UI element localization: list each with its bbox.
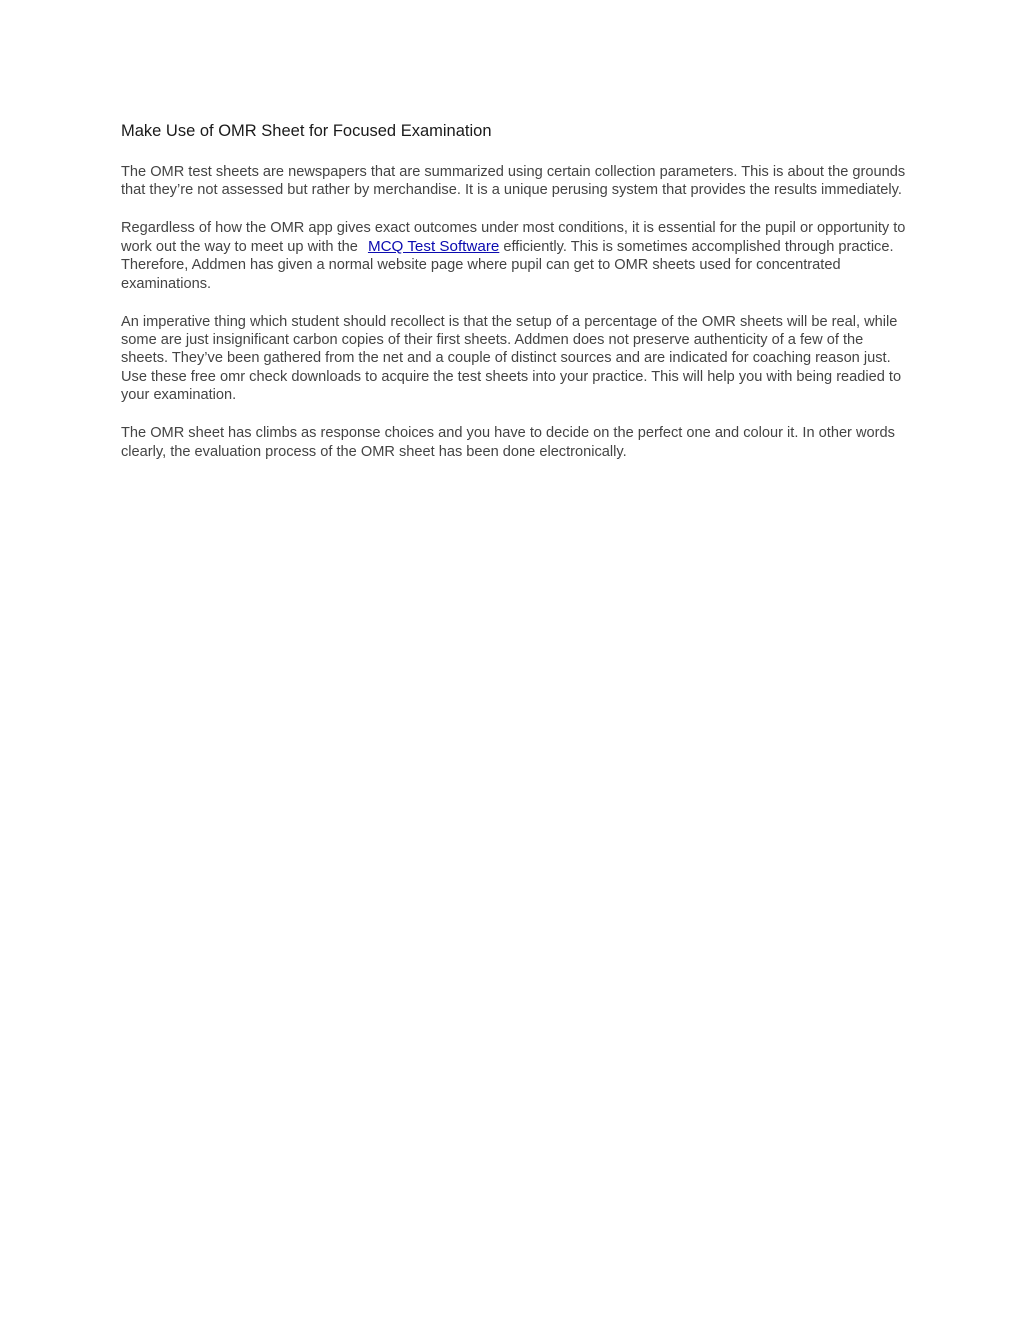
mcq-test-software-link[interactable]: MCQ Test Software: [367, 237, 500, 255]
paragraph-3: An imperative thing which student should recollect is that the setup of a percentage of the OMR sheets will be real, while some are just insignificant carbon copies of their first sheets. Addmen does not preserve authenticity of a few of the sheets. They’ve been gathered from the net and a couple of distinct sources and are indicated for coaching reason just. Use these free omr check downloads to acquire the test sheets into your practice. This will help you with being readied to your examination.: [121, 313, 902, 404]
document-title: Make Use of OMR Sheet for Focused Examination: [121, 122, 492, 140]
paragraph-2-text-after-link: efficiently. This is sometimes accomplished through practice. Therefore, Addmen has given a normal website page where pupil can get to OMR sheets used for concentrated examinations.: [121, 238, 894, 292]
paragraph-4: The OMR sheet has climbs as response choices and you have to decide on the perfect one and colour it. In other words clearly, the evaluation process of the OMR sheet has been done electronically.: [121, 425, 895, 460]
paragraph-1: The OMR test sheets are newspapers that are summarized using certain collection parameters. This is about the grounds that they’re not assessed but rather by merchandise. It is a unique perusing system that provides the results immediately.: [121, 164, 906, 199]
paragraph-2-text-before-link: Regardless of how the OMR app gives exact outcomes under most conditions, it is essential for the pupil or opportunity to work out the way to meet up with the: [121, 220, 906, 255]
paragraph-2: [121, 219, 911, 293]
document-body: [121, 163, 911, 481]
